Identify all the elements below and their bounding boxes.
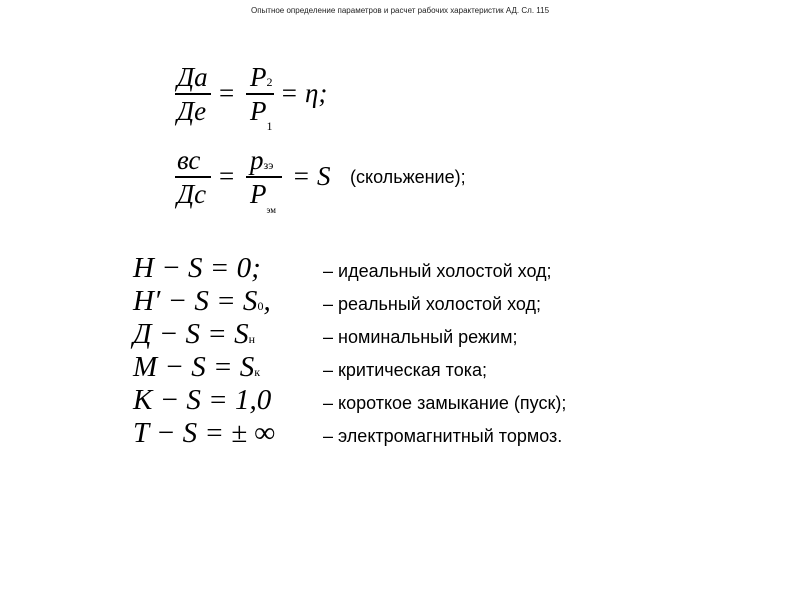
fraction-numerator: вс: [177, 145, 201, 175]
fraction-numerator: P2: [250, 62, 273, 92]
slip-note: (скольжение);: [350, 167, 466, 187]
slide-title: Опытное определение параметров и расчет рабочих характеристик АД. Сл. 115: [250, 6, 550, 15]
mode-description: – электромагнитный тормоз.: [323, 426, 563, 446]
fraction-bar: [246, 93, 274, 95]
fraction-bar: [246, 176, 282, 178]
mode-description: – реальный холостой ход;: [323, 294, 542, 314]
fraction-denominator: Дс: [177, 179, 207, 209]
mode-description: – номинальный режим;: [323, 327, 518, 347]
mode-row: [133, 353, 566, 386]
fraction-bar: [175, 176, 211, 178]
fraction-numerator: Да: [177, 62, 208, 92]
mode-row: [133, 320, 566, 353]
mode-row: [133, 254, 566, 287]
equals-sign: =: [219, 161, 235, 191]
mode-formula: K − S = 1,0: [133, 384, 272, 416]
equals-sign: =: [219, 78, 235, 108]
mode-description: – короткое замыкание (пуск);: [323, 393, 567, 413]
fraction-denominator: $P_1$: [250, 96, 273, 133]
formula-tail: = η;: [280, 78, 328, 108]
mode-formula: M − S = Sк: [133, 351, 261, 383]
modes-list: [133, 254, 566, 452]
mode-formula: H − S = 0;: [133, 252, 261, 284]
fraction-bar: [175, 93, 211, 95]
mode-description: – идеальный холостой ход;: [323, 261, 552, 281]
mode-formula: T − S = ± ∞: [133, 417, 276, 449]
formula-tail: = S: [292, 161, 331, 191]
mode-row: [133, 386, 566, 419]
mode-row: [133, 419, 566, 452]
mode-formula: H′ − S = S0,: [133, 285, 271, 317]
fraction-numerator: pзэ: [250, 145, 274, 175]
mode-row: [133, 287, 566, 320]
fraction-denominator: Де: [177, 96, 207, 126]
fraction-denominator: $P_{эм}$: [250, 179, 276, 215]
mode-description: – критическая тока;: [323, 360, 488, 380]
mode-formula: Д − S = Sн: [133, 318, 256, 350]
